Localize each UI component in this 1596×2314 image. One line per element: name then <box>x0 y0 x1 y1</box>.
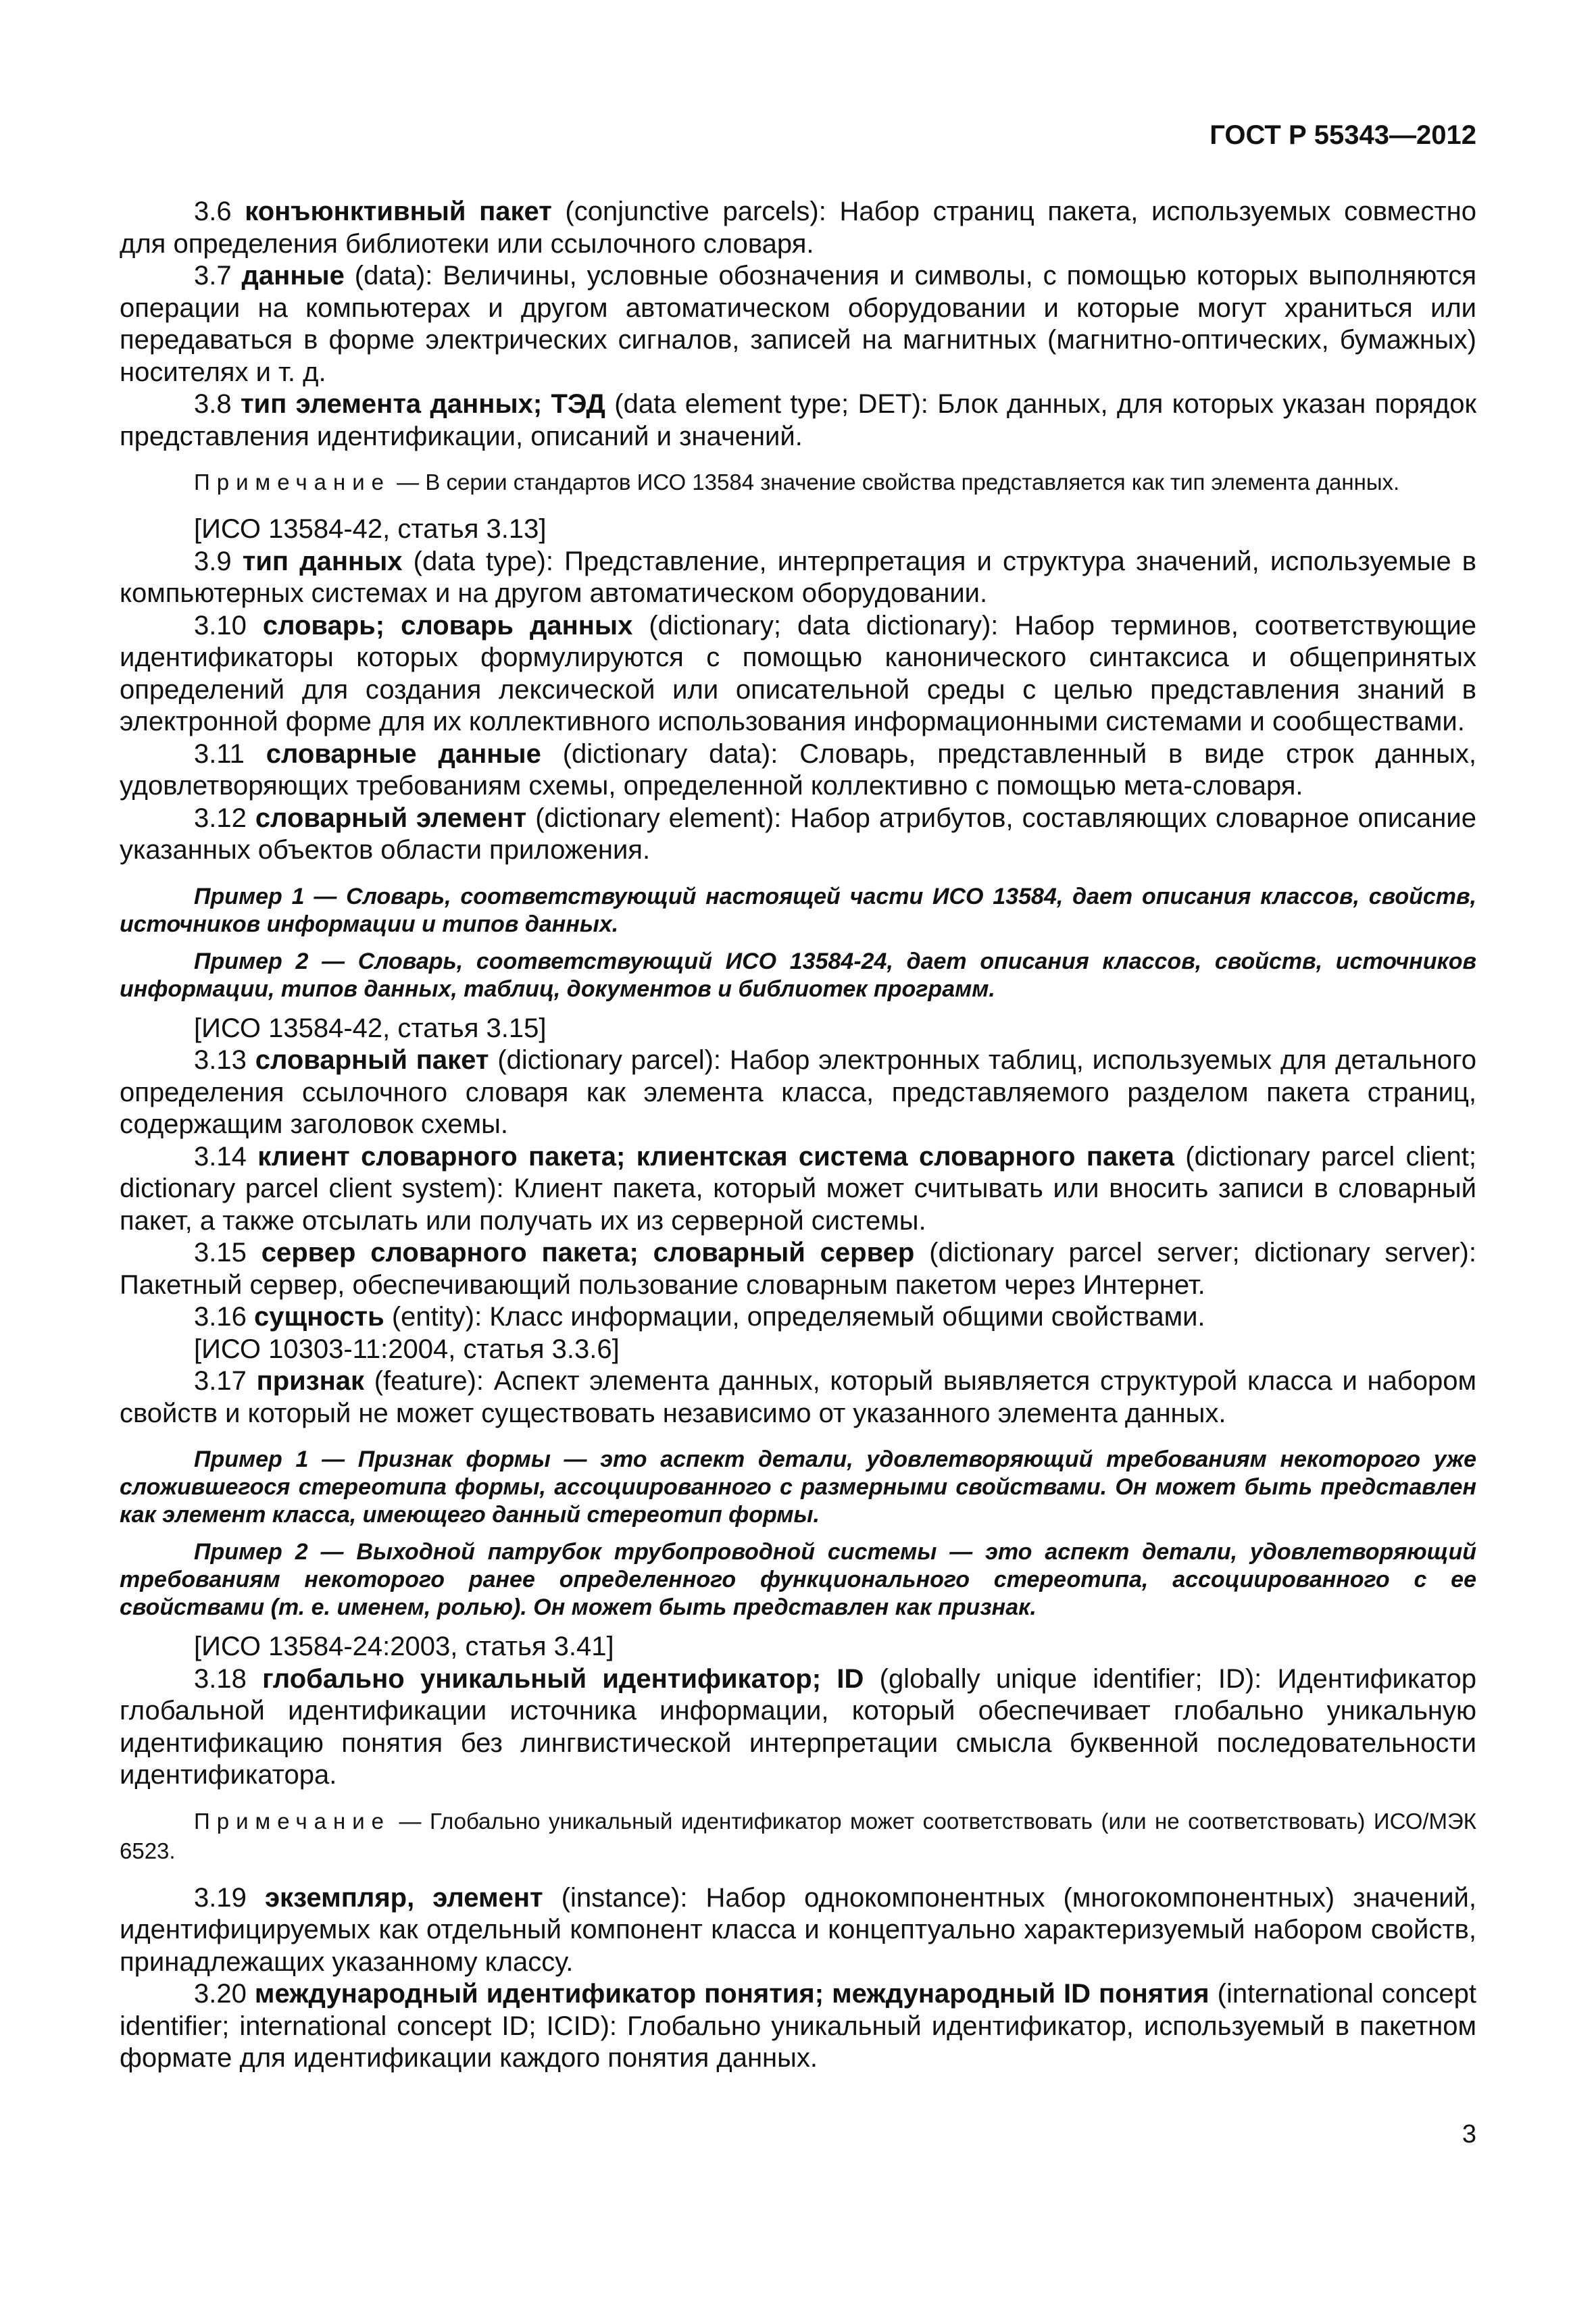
reference: [ИСО 13584-24:2003, статья 3.41] <box>194 1632 614 1661</box>
example: Пример 1 — Признак формы — это аспект детали, удовлетворяющий требованиям некоторого уже сложившегося стереотипа формы, ассоциированного с размерными свойствами. Он может быть представлен как элемент класса, имеющего данный стереотип формы. <box>120 1447 1476 1528</box>
definition-entry: 3.19 экземпляр, элемент (instance): Набор однокомпонентных (многокомпонентных) значений, идентифицируемых как отдельный компонент класса и концептуально характеризуемый набором свойств, принадлежащих указанному классу. <box>120 1882 1477 1977</box>
reference: [ИСО 10303-11:2004, статья 3.3.6] <box>194 1334 620 1364</box>
note: Примечание — В серии стандартов ИСО 13584 значение свойства представляется как тип элемента данных. <box>194 470 1400 495</box>
definition-entry: 3.9 тип данных (data type): Представление, интерпретация и структура значений, используемые в компьютерных системах и на другом автоматическом оборудовании. <box>120 546 1476 608</box>
document-body <box>120 196 1476 2075</box>
definition-entry: 3.8 тип элемента данных; ТЭД (data element type; DET): Блок данных, для которых указан порядок представления идентификации, описаний и значений. <box>120 389 1476 451</box>
definition-entry: 3.14 клиент словарного пакета; клиентская система словарного пакета (dictionary parcel client; dictionary parcel client system): Клиент пакета, который может считывать или вносить записи в словарный пакет, а также отсылать или получать их из серверной системы. <box>120 1141 1477 1236</box>
note: Примечание — Глобально уникальный идентификатор может соответствовать (или не соответствовать) ИСО/МЭК 6523. <box>120 1808 1476 1863</box>
example: Пример 1 — Словарь, соответствующий настоящей части ИСО 13584, дает описания классов, свойств, источников информации и типов данных. <box>120 883 1476 937</box>
definition-entry: 3.17 признак (feature): Аспект элемента данных, который выявляется структурой класса и набором свойств и который не может существовать независимо от указанного элемента данных. <box>120 1366 1476 1428</box>
definition-entry: 3.7 данные (data): Величины, условные обозначения и символы, с помощью которых выполняются операции на компьютерах и другом автоматическом оборудовании и которые могут храниться или передаваться в форме электрических сигналов, записей на магнитных (магнитно-оптических, бумажных) носителях и т. д. <box>120 261 1476 387</box>
definition-entry: 3.16 сущность (entity): Класс информации, определяемый общими свойствами. <box>194 1302 1205 1332</box>
definition-entry: 3.12 словарный элемент (dictionary element): Набор атрибутов, составляющих словарное описание указанных объектов области приложения. <box>120 803 1476 865</box>
document-header: ГОСТ Р 55343—2012 <box>1210 120 1476 150</box>
example: Пример 2 — Словарь, соответствующий ИСО 13584-24, дает описания классов, свойств, источников информации, типов данных, таблиц, документов и библиотек программ. <box>120 948 1476 1002</box>
definition-entry: 3.15 сервер словарного пакета; словарный сервер (dictionary parcel server; dictionary server): Пакетный сервер, обеспечивающий пользование словарным пакетом через Интернет. <box>120 1238 1476 1300</box>
reference: [ИСО 13584-42, статья 3.15] <box>194 1013 547 1043</box>
definition-entry: 3.11 словарные данные (dictionary data): Словарь, представленный в виде строк данных, удовлетворяющих требованиям схемы, определенной коллективно с помощью мета-словаря. <box>120 738 1476 801</box>
definition-entry: 3.6 конъюнктивный пакет (conjunctive parcels): Набор страниц пакета, используемых совместно для определения библиотеки или ссылочного словаря. <box>120 197 1476 259</box>
page-number: 3 <box>1462 2120 1476 2148</box>
definition-entry: 3.10 словарь; словарь данных (dictionary; data dictionary): Набор терминов, соответствующие идентификаторы которых формулируются с помощью канонического синтаксиса и общепринятых определений для создания лексической или описательной среды с целью представления знаний в электронной форме для их коллективного использования информационными системами и сообществами. <box>120 610 1476 736</box>
example: Пример 2 — Выходной патрубок трубопроводной системы — это аспект детали, удовлетворяющий требованиям некоторого ранее определенного функционального стереотипа, ассоциированного с ее свойствами (т. е. именем, ролью). Он может быть представлен как признак. <box>120 1539 1476 1620</box>
definition-entry: 3.20 международный идентификатор понятия; международный ID понятия (international concept identifier; international concept ID; ICID): Глобально уникальный идентификатор, используемый в пакетном формате для идентификации каждого понятия данных. <box>120 1979 1476 2073</box>
definition-entry: 3.18 глобально уникальный идентификатор; ID (globally unique identifier; ID): Идентификатор глобальной идентификации источника информации, который обеспечивает глобально уникальную идентификацию понятия без лингвистической интерпретации смысла буквенной последовательности идентификатора. <box>120 1663 1476 1790</box>
reference: [ИСО 13584-42, статья 3.13] <box>194 514 547 544</box>
definition-entry: 3.13 словарный пакет (dictionary parcel): Набор электронных таблиц, используемых для детального определения ссылочного словаря как элемента класса, представляемого разделом пакета страниц, содержащим заголовок схемы. <box>120 1045 1476 1139</box>
